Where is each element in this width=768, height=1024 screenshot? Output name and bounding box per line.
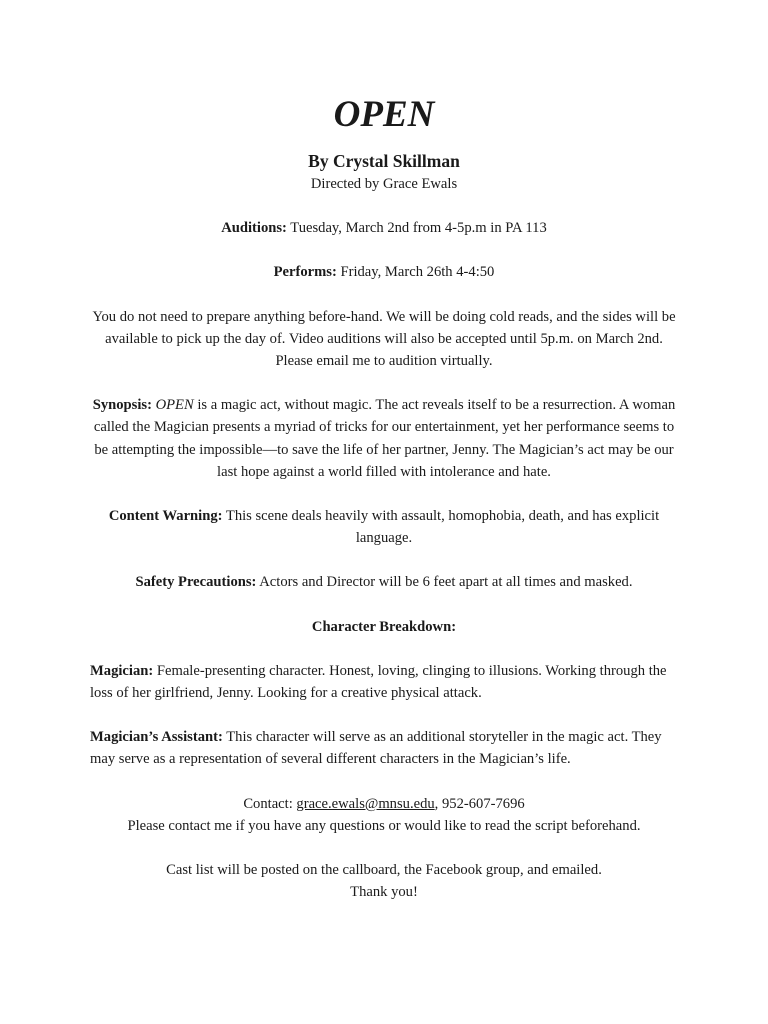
contact-email-link[interactable]: grace.ewals@mnsu.edu [296,795,435,812]
character-label: Magician’s Assistant: [90,729,223,746]
content-warning-label: Content Warning: [108,508,223,525]
safety-text: Actors and Director will be 6 feet apart at all times and masked. [256,574,633,591]
contact-phone: , 952-607-7696 [434,795,525,812]
closing-thanks: Thank you! [350,884,418,901]
auditions-line [90,217,678,239]
performs-label: Performs: [273,264,337,281]
synopsis-label: Synopsis: [92,397,152,414]
performs-line [90,261,678,283]
contact-line [90,793,678,815]
contact-prefix: Contact: [243,795,297,812]
cast-list-note: Cast list will be posted on the callboard, the Facebook group, and emailed. [166,862,602,879]
performs-text: Friday, March 26th 4-4:50 [336,264,495,281]
auditions-text: Tuesday, March 2nd from 4-5p.m in PA 113 [286,220,547,237]
synopsis-paragraph [90,394,678,483]
author-byline: By Crystal Skillman [308,151,460,171]
character-entry-assistant [90,726,678,770]
character-description: Female-presenting character. Honest, loving, clinging to illusions. Working through the loss of her girlfriend, Jenny. Looking for a creative physical attack. [90,662,667,702]
preparation-note: You do not need to prepare anything before-hand. We will be doing cold reads, and the sides will be available to pick up the day of. Video auditions will also be accepted until 5p.m. on March 2nd. Please email me to audition virtually. [92,308,676,370]
content-warning-text: This scene deals heavily with assault, homophobia, death, and has explicit language. [222,508,660,547]
contact-note: Please contact me if you have any questions or would like to read the script beforehand. [127,817,641,834]
character-entry-magician [90,660,678,704]
character-label: Magician: [90,662,154,679]
synopsis-text: is a magic act, without magic. The act reveals itself to be a resurrection. A woman called the Magician presents a myriad of tricks for our entertainment, yet her performance seems to be attempting the impossible—to save the life of her partner, Jenny. The Magician’s act may be our last hope against a world filled with intolerance and hate. [93,397,676,480]
document-title: OPEN [333,94,435,135]
content-warning-paragraph [90,505,678,549]
document-page [90,92,678,903]
safety-paragraph [90,571,678,593]
director-line: Directed by Grace Ewals [310,176,458,192]
character-breakdown-heading: Character Breakdown: [311,618,457,635]
synopsis-title-ref: OPEN [155,397,194,414]
character-description: This character will serve as an additional storyteller in the magic act. They may serve as a representation of several different characters in the Magician’s life. [90,729,662,768]
safety-label: Safety Precautions: [135,574,257,591]
auditions-label: Auditions: [221,220,287,237]
